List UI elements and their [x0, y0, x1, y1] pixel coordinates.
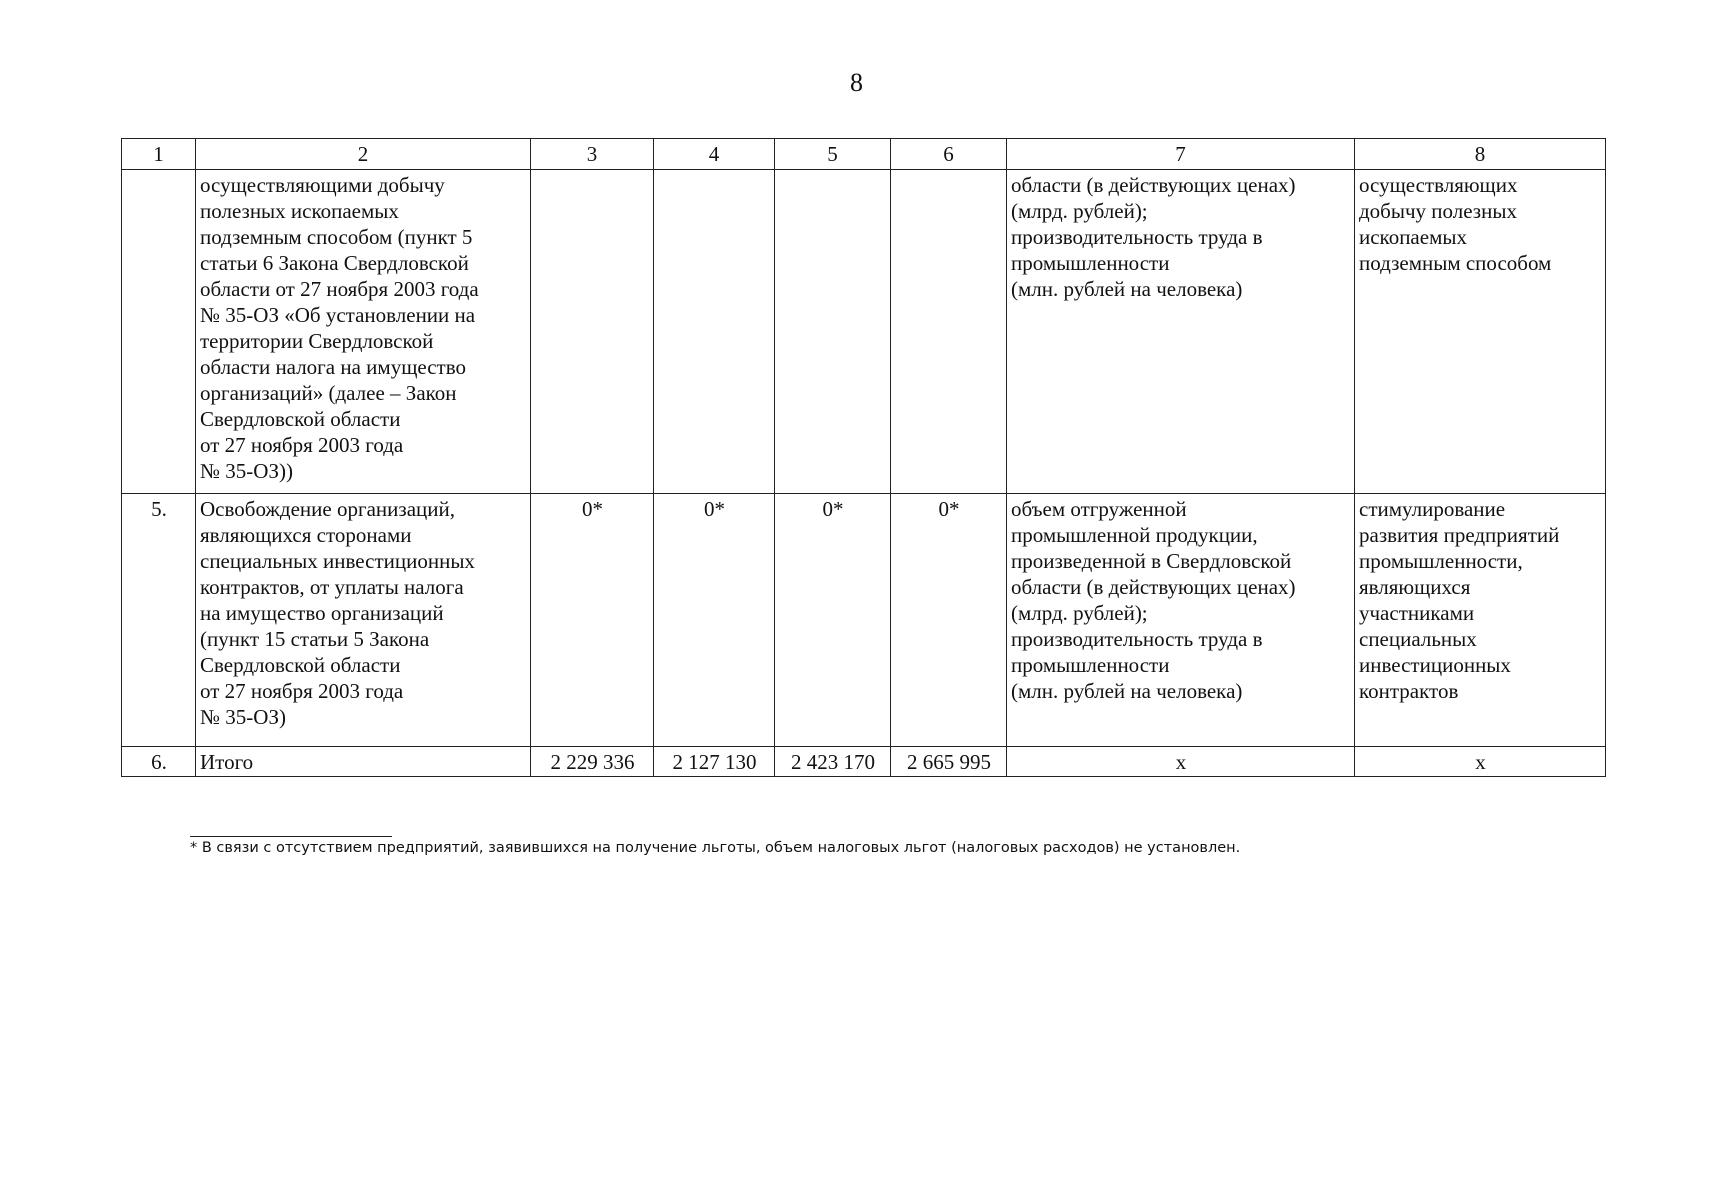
value-col4 — [654, 170, 775, 494]
total-indicator: х — [1007, 747, 1355, 777]
page-number: 8 — [850, 68, 863, 97]
column-header-4: 4 — [654, 139, 775, 170]
value-col4: 0* — [654, 494, 775, 747]
total-col5: 2 423 170 — [775, 747, 891, 777]
value-col6 — [891, 170, 1007, 494]
goal-text: осуществляющих добычу полезных ископаемых подземным способом — [1355, 170, 1606, 494]
row-number: 5. — [122, 494, 196, 747]
value-col3: 0* — [531, 494, 654, 747]
value-col5: 0* — [775, 494, 891, 747]
total-col3: 2 229 336 — [531, 747, 654, 777]
indicator-text: области (в действующих ценах) (млрд. рублей); производительность труда в промышленности (млн. рублей на человека) — [1007, 170, 1355, 494]
column-header-5: 5 — [775, 139, 891, 170]
indicator-text: объем отгруженной промышленной продукции, произведенной в Свердловской области (в действующих ценах) (млрд. рублей); производительность труда в промышленности (млн. рублей на человека) — [1007, 494, 1355, 747]
column-header-6: 6 — [891, 139, 1007, 170]
benefit-description: осуществляющими добычу полезных ископаемых подземным способом (пункт 5 статьи 6 Закона Свердловской области от 27 ноября 2003 года № 35-ОЗ «Об установлении на территории Свердловской области налога на имущество организаций» (далее – Закон Свердловской области от 27 ноября 2003 года № 35-ОЗ)) — [196, 170, 531, 494]
goal-text: стимулирование развития предприятий промышленности, являющихся участниками специальных инвестиционных контрактов — [1355, 494, 1606, 747]
total-goal: х — [1355, 747, 1606, 777]
column-header-7: 7 — [1007, 139, 1355, 170]
column-header-8: 8 — [1355, 139, 1606, 170]
table-row-total — [122, 747, 1606, 777]
value-col3 — [531, 170, 654, 494]
column-header-3: 3 — [531, 139, 654, 170]
value-col6: 0* — [891, 494, 1007, 747]
benefit-description: Освобождение организаций, являющихся сторонами специальных инвестиционных контрактов, от уплаты налога на имущество организаций (пункт 15 статьи 5 Закона Свердловской области от 27 ноября 2003 года № 35-ОЗ) — [196, 494, 531, 747]
value-col5 — [775, 170, 891, 494]
row-number: 6. — [122, 747, 196, 777]
column-header-1: 1 — [122, 139, 196, 170]
tax-benefits-table — [121, 138, 1606, 777]
footnote: * В связи с отсутствием предприятий, заявившихся на получение льготы, объем налоговых льгот (налоговых расходов) не установлен. — [190, 840, 1241, 856]
total-col4: 2 127 130 — [654, 747, 775, 777]
table-row-continuation — [122, 170, 1606, 494]
total-col6: 2 665 995 — [891, 747, 1007, 777]
footnote-divider — [190, 836, 392, 837]
total-label: Итого — [196, 747, 531, 777]
table-header-row — [122, 139, 1606, 170]
row-number — [122, 170, 196, 494]
table-row-5 — [122, 494, 1606, 747]
column-header-2: 2 — [196, 139, 531, 170]
